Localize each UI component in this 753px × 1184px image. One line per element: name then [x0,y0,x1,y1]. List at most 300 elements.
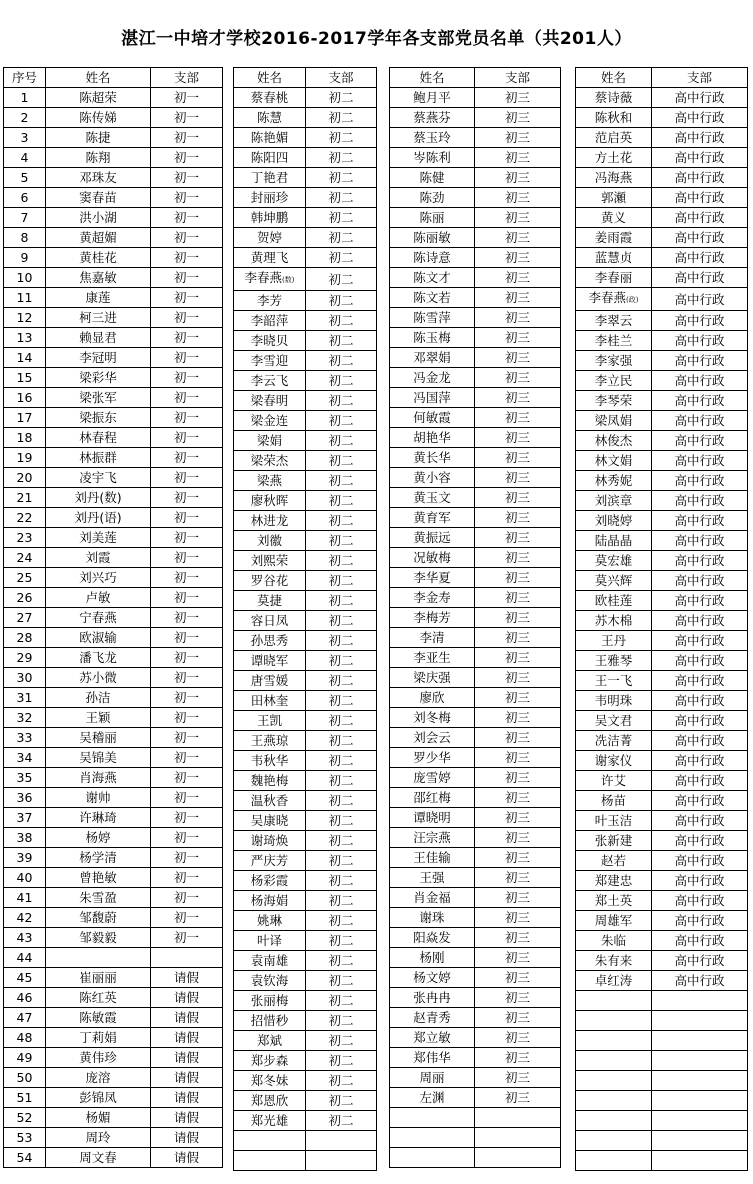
branch-cell: 高中行政 [652,571,748,591]
table-row [390,408,561,428]
table-row [576,1111,748,1131]
table-row [4,988,223,1008]
table-row [234,311,377,331]
branch-cell: 初一 [151,428,223,448]
branch-cell: 初二 [306,491,377,511]
table-row [4,1128,223,1148]
table-row [234,611,377,631]
branch-cell: 高中行政 [652,811,748,831]
member-name-cell: 吴文君 [576,711,652,731]
member-name-cell: 丁莉娟 [46,1028,151,1048]
member-name-cell: 邓翠娟 [390,348,475,368]
member-name-cell: 王雅琴 [576,651,652,671]
branch-cell: 初三 [475,1048,561,1068]
member-name-cell: 李亚生 [390,648,475,668]
member-name-cell: 李春丽 [576,268,652,288]
branch-cell: 初一 [151,548,223,568]
member-name-cell [576,1111,652,1131]
member-name-cell: 邓珠友 [46,168,151,188]
table-row [4,1008,223,1028]
branch-cell: 初一 [151,388,223,408]
member-name-cell: 李云飞 [234,371,306,391]
table-row [390,848,561,868]
table-row [576,431,748,451]
table-row [234,851,377,871]
table-row [234,128,377,148]
row-number-cell: 21 [4,488,46,508]
branch-cell: 初二 [306,551,377,571]
table-row [4,468,223,488]
branch-cell: 初二 [306,651,377,671]
member-name-cell: 黄育军 [390,508,475,528]
member-name-cell: 贺婷 [234,228,306,248]
branch-cell: 初一 [151,768,223,788]
member-name-cell: 朱雪盈 [46,888,151,908]
member-name-cell: 肖金福 [390,888,475,908]
table-row [576,831,748,851]
table-row [390,248,561,268]
branch-cell: 初二 [306,391,377,411]
branch-cell: 高中行政 [652,268,748,288]
table-row [234,831,377,851]
table-row [576,188,748,208]
header-branch: 支部 [475,68,561,88]
table-row [234,811,377,831]
table-row [4,848,223,868]
table-row [576,891,748,911]
member-name-cell: 岑陈利 [390,148,475,168]
branch-cell: 初三 [475,488,561,508]
member-name-cell: 周丽 [390,1068,475,1088]
branch-cell: 初二 [306,148,377,168]
member-name-cell: 蔡燕芬 [390,108,475,128]
table-row [576,411,748,431]
member-name-cell: 杨彩霞 [234,871,306,891]
member-name-cell: 康莲 [46,288,151,308]
branch-cell: 高中行政 [652,168,748,188]
member-name-cell: 廖秋晖 [234,491,306,511]
member-name-cell: 陈诗意 [390,248,475,268]
member-name-cell: 杨文婷 [390,968,475,988]
branch-cell: 初一 [151,348,223,368]
branch-cell: 初一 [151,288,223,308]
table-row [4,308,223,328]
member-name-cell: 刘丹(数) [46,488,151,508]
member-name-cell: 刘冬梅 [390,708,475,728]
branch-cell: 初三 [475,968,561,988]
table-row [234,491,377,511]
branch-cell: 高中行政 [652,411,748,431]
table-row [4,668,223,688]
roster-table-3 [389,67,561,1168]
member-name-note: (政) [626,296,639,304]
branch-cell: 高中行政 [652,891,748,911]
member-name-cell: 郑建忠 [576,871,652,891]
table-row [390,268,561,288]
member-name-cell: 卢敏 [46,588,151,608]
member-name-cell [576,1031,652,1051]
branch-cell: 高中行政 [652,208,748,228]
branch-cell: 初二 [306,1091,377,1111]
branch-cell: 初三 [475,888,561,908]
table-row [234,248,377,268]
member-name-cell: 李立民 [576,371,652,391]
member-name-cell: 苏木棉 [576,611,652,631]
member-name-cell: 苏小微 [46,668,151,688]
branch-cell: 初三 [475,468,561,488]
branch-cell: 初二 [306,431,377,451]
member-name-cell: 谭晓明 [390,808,475,828]
branch-cell: 初二 [306,331,377,351]
branch-cell: 初三 [475,848,561,868]
header-no: 序号 [4,68,46,88]
roster-table-1 [3,67,223,1168]
branch-cell: 初二 [306,991,377,1011]
table-row [576,168,748,188]
member-name-cell: 田林奎 [234,691,306,711]
branch-cell: 初二 [306,791,377,811]
branch-cell: 初二 [306,531,377,551]
branch-cell: 初二 [306,128,377,148]
table-row [576,311,748,331]
branch-cell: 高中行政 [652,491,748,511]
branch-cell: 初二 [306,931,377,951]
branch-cell: 请假 [151,1128,223,1148]
branch-cell: 高中行政 [652,791,748,811]
branch-cell: 初一 [151,268,223,288]
member-name-cell: 柯三进 [46,308,151,328]
member-name-cell: 莫兴辉 [576,571,652,591]
member-name-cell: 陈敏霞 [46,1008,151,1028]
table-row [4,408,223,428]
member-name-cell: 陈超荣 [46,88,151,108]
table-row [576,731,748,751]
member-name-cell: 梁凤娟 [576,411,652,431]
table-row [4,868,223,888]
member-name-cell: 赵若 [576,851,652,871]
branch-cell: 初三 [475,388,561,408]
table-row [234,471,377,491]
table-row [576,791,748,811]
branch-cell: 高中行政 [652,711,748,731]
row-number-cell: 42 [4,908,46,928]
table-row [390,1028,561,1048]
table-row [234,1131,377,1151]
table-row [390,348,561,368]
branch-cell: 初一 [151,568,223,588]
row-number-cell: 16 [4,388,46,408]
member-name-cell: 汪宗燕 [390,828,475,848]
branch-cell: 初二 [306,831,377,851]
member-name-cell: 梁燕 [234,471,306,491]
table-row [576,931,748,951]
member-name-cell: 陈文才 [390,268,475,288]
table-row [234,1151,377,1171]
branch-cell [652,1131,748,1151]
branch-cell: 初二 [306,1071,377,1091]
member-name-cell [234,1151,306,1171]
branch-cell: 高中行政 [652,551,748,571]
table-row [576,671,748,691]
table-row [234,731,377,751]
member-name-cell: 郑伟华 [390,1048,475,1068]
member-name-cell [576,1011,652,1031]
branch-cell: 高中行政 [652,931,748,951]
member-name-cell: 陈秋和 [576,108,652,128]
member-name-cell: 陈翔 [46,148,151,168]
table-row [390,228,561,248]
table-row [390,88,561,108]
branch-cell: 初一 [151,148,223,168]
table-row [234,188,377,208]
member-name-cell: 陈捷 [46,128,151,148]
branch-cell: 高中行政 [652,591,748,611]
branch-cell: 初三 [475,328,561,348]
row-number-cell: 5 [4,168,46,188]
table-row [4,608,223,628]
member-name-cell: 刘晓婷 [576,511,652,531]
row-number-cell: 31 [4,688,46,708]
member-name-cell: 许艾 [576,771,652,791]
table-row [234,268,377,291]
row-number-cell: 36 [4,788,46,808]
branch-cell: 初三 [475,288,561,308]
branch-cell: 请假 [151,988,223,1008]
table-row [234,291,377,311]
branch-cell [652,991,748,1011]
table-row [576,88,748,108]
table-row [4,688,223,708]
branch-cell: 初二 [306,731,377,751]
table-row [576,751,748,771]
member-name-cell [576,1091,652,1111]
branch-cell: 初二 [306,771,377,791]
branch-cell: 初三 [475,508,561,528]
table-row [576,611,748,631]
header-name: 姓名 [234,68,306,88]
member-name-note: (数) [282,276,295,284]
row-number-cell: 53 [4,1128,46,1148]
branch-cell: 初一 [151,448,223,468]
row-number-cell: 38 [4,828,46,848]
branch-cell: 高中行政 [652,631,748,651]
table-row [4,348,223,368]
document-title: 湛江一中培才学校2016-2017学年各支部党员名单（共201人） [121,29,632,49]
table-row [576,208,748,228]
table-row [234,391,377,411]
table-row [234,331,377,351]
table-row [234,371,377,391]
branch-cell: 高中行政 [652,311,748,331]
member-name-cell: 吴稽丽 [46,728,151,748]
table-row [576,128,748,148]
table-row [576,288,748,311]
branch-cell: 初一 [151,108,223,128]
table-row [576,1031,748,1051]
branch-cell: 初三 [475,248,561,268]
member-name-cell: 陈丽 [390,208,475,228]
member-name-cell: 李翠云 [576,311,652,331]
table-row [390,688,561,708]
table-row [234,1111,377,1131]
branch-cell: 初三 [475,788,561,808]
member-name-cell: 林进龙 [234,511,306,531]
member-name-cell: 张丽梅 [234,991,306,1011]
branch-cell: 初一 [151,788,223,808]
table-row [390,768,561,788]
member-name-cell: 邹毅毅 [46,928,151,948]
header-branch: 支部 [151,68,223,88]
table-row [234,431,377,451]
row-number-cell: 32 [4,708,46,728]
branch-cell: 初一 [151,168,223,188]
branch-cell: 初二 [306,911,377,931]
table-row [234,671,377,691]
table-row [4,908,223,928]
member-name-cell: 刘熙荣 [234,551,306,571]
member-name-cell: 罗谷花 [234,571,306,591]
member-name-cell: 邵红梅 [390,788,475,808]
branch-cell: 高中行政 [652,751,748,771]
row-number-cell: 18 [4,428,46,448]
member-name-cell: 王一飞 [576,671,652,691]
table-row [390,1068,561,1088]
member-name-cell [390,1108,475,1128]
table-row [4,648,223,668]
member-name-cell: 王佳输 [390,848,475,868]
roster-table-2 [233,67,377,1171]
table-row [390,1148,561,1168]
table-row [4,428,223,448]
branch-cell: 初一 [151,708,223,728]
row-number-cell: 15 [4,368,46,388]
row-number-cell: 48 [4,1028,46,1048]
member-name-cell: 庞雪婷 [390,768,475,788]
member-name-cell: 蔡春桃 [234,88,306,108]
table-row [390,608,561,628]
roster-table-4 [575,67,748,1171]
table-row [576,691,748,711]
branch-cell: 初二 [306,351,377,371]
branch-cell: 初三 [475,108,561,128]
member-name-cell: 孙洁 [46,688,151,708]
member-name-cell: 谢琦焕 [234,831,306,851]
member-name-cell: 许琳琦 [46,808,151,828]
branch-cell: 高中行政 [652,911,748,931]
member-name-cell: 张冉冉 [390,988,475,1008]
table-row [390,968,561,988]
member-name-cell: 黄长华 [390,448,475,468]
branch-cell: 高中行政 [652,851,748,871]
row-number-cell: 30 [4,668,46,688]
table-row [4,1068,223,1088]
branch-cell: 初一 [151,868,223,888]
branch-cell [652,1151,748,1171]
branch-cell: 初三 [475,668,561,688]
member-name-cell: 孙思秀 [234,631,306,651]
branch-cell: 初一 [151,408,223,428]
branch-cell: 高中行政 [652,951,748,971]
table-row [4,148,223,168]
member-name-cell: 陈慧 [234,108,306,128]
branch-cell: 高中行政 [652,611,748,631]
table-row [390,428,561,448]
table-row [234,168,377,188]
member-name-cell: 卓红涛 [576,971,652,991]
table-row [4,188,223,208]
branch-cell: 初三 [475,528,561,548]
table-row [390,988,561,1008]
branch-cell: 请假 [151,968,223,988]
member-name-cell: 李雪迎 [234,351,306,371]
table-row [4,1048,223,1068]
table-row [576,651,748,671]
branch-cell: 高中行政 [652,88,748,108]
member-name-cell: 崔丽丽 [46,968,151,988]
branch-cell: 初一 [151,308,223,328]
table-row [4,928,223,948]
table-row [234,108,377,128]
table-row [4,1108,223,1128]
table-row [576,268,748,288]
branch-cell: 请假 [151,1028,223,1048]
branch-cell: 初三 [475,568,561,588]
branch-cell: 初三 [475,768,561,788]
header-name: 姓名 [576,68,652,88]
table-row [576,971,748,991]
table-row [390,628,561,648]
table-row [4,748,223,768]
branch-cell: 初三 [475,1088,561,1108]
member-name-cell: 林俊杰 [576,431,652,451]
table-row [390,888,561,908]
table-row [4,388,223,408]
member-name-cell: 梁春明 [234,391,306,411]
member-name-cell [576,991,652,1011]
member-name-cell: 李芳 [234,291,306,311]
table-row [576,391,748,411]
member-name-cell: 洪小湖 [46,208,151,228]
member-name-cell: 黄超媚 [46,228,151,248]
member-name-cell: 杨婷 [46,828,151,848]
table-row [576,951,748,971]
table-row [234,631,377,651]
branch-cell: 请假 [151,1068,223,1088]
table-row [4,128,223,148]
member-name-cell: 刘会云 [390,728,475,748]
member-name-cell: 庞溶 [46,1068,151,1088]
member-name-cell: 方土花 [576,148,652,168]
member-name-cell [576,1051,652,1071]
table-row [234,991,377,1011]
table-row [390,728,561,748]
member-name-cell: 朱临 [576,931,652,951]
member-name-cell: 陈劲 [390,188,475,208]
member-name-cell [576,1071,652,1091]
branch-cell: 初一 [151,828,223,848]
table-row [390,808,561,828]
branch-cell: 高中行政 [652,691,748,711]
member-name-cell: 李晓贝 [234,331,306,351]
member-name-cell: 蔡玉玲 [390,128,475,148]
branch-cell: 初三 [475,168,561,188]
member-name-cell: 赵青秀 [390,1008,475,1028]
member-name-cell: 陈传娣 [46,108,151,128]
branch-cell: 初一 [151,848,223,868]
branch-cell: 初一 [151,188,223,208]
table-row [390,188,561,208]
member-name-cell: 李清 [390,628,475,648]
